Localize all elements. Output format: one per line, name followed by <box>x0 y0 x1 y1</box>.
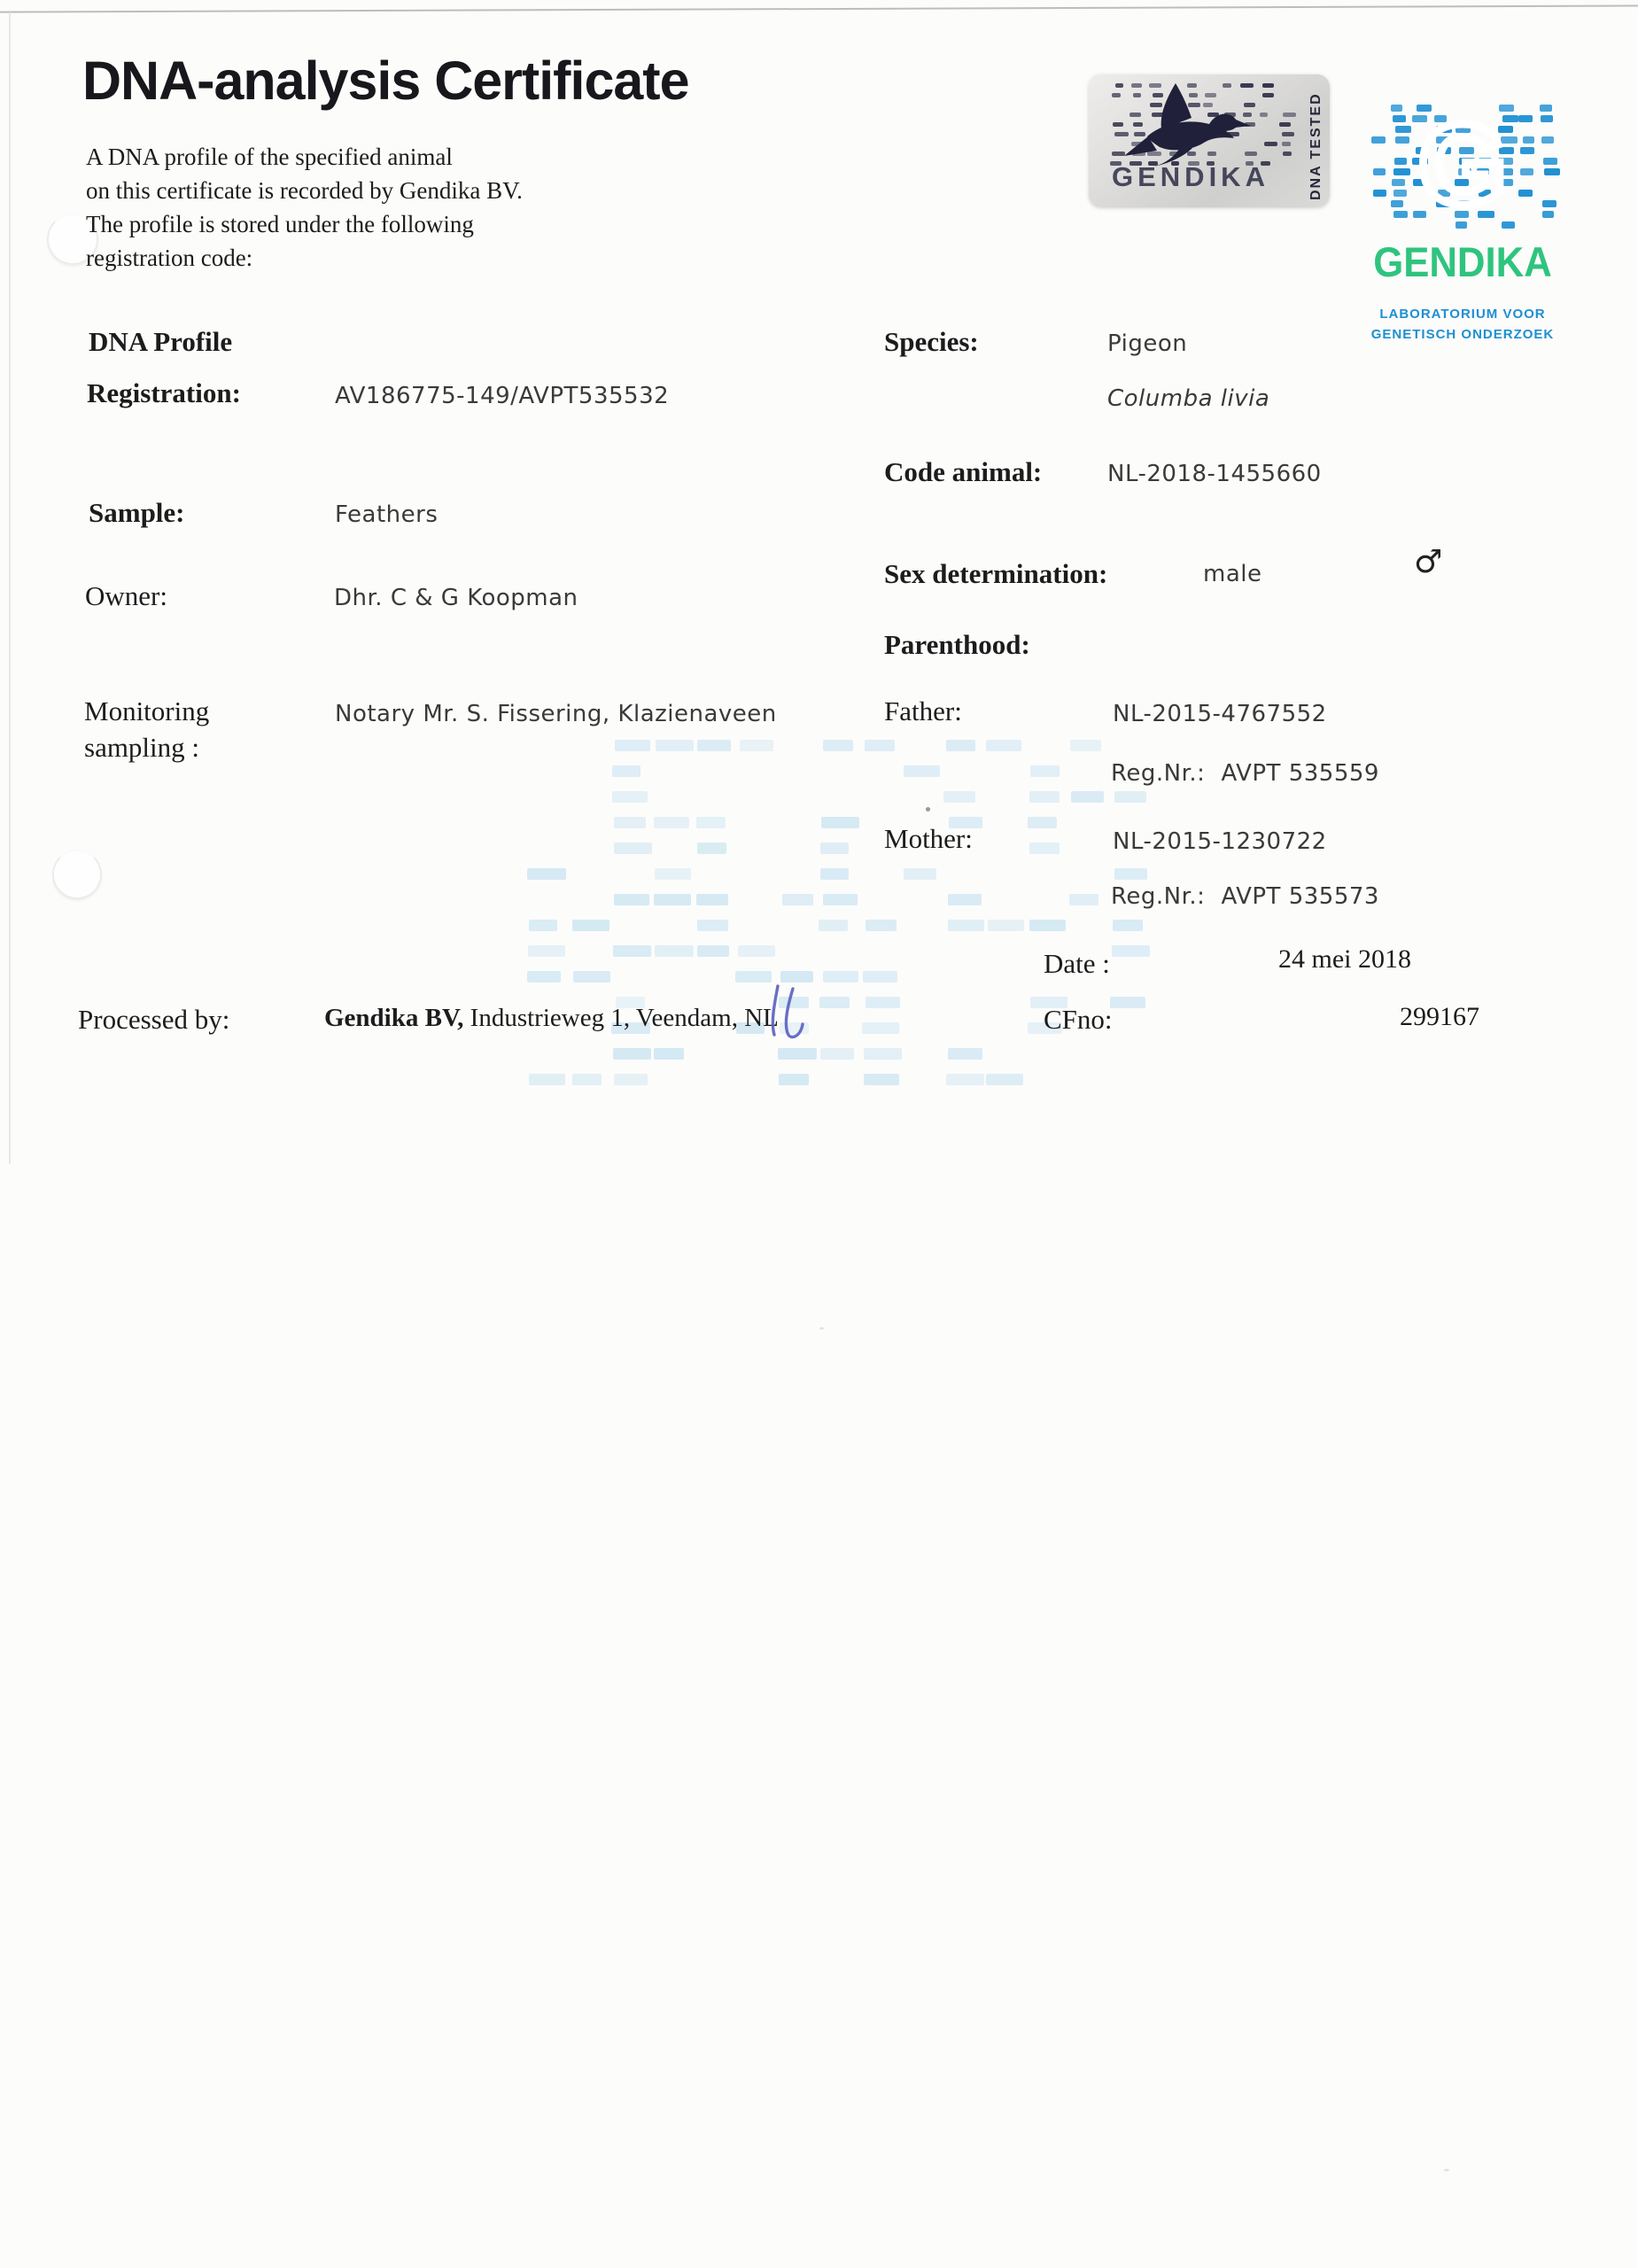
date-value: 24 mei 2018 <box>1278 944 1411 974</box>
father-reg-value: AVPT 535559 <box>1221 760 1379 787</box>
registration-value: AV186775-149/AVPT535532 <box>335 383 670 409</box>
mother-reg-label: Reg.Nr.: <box>1111 883 1206 910</box>
species-label: Species: <box>884 326 979 357</box>
intro-paragraph <box>86 140 523 275</box>
page-title: DNA-analysis Certificate <box>82 50 689 111</box>
processed-by-address: Industrieweg 1, Veendam, NL <box>463 1004 779 1032</box>
sample-label: Sample: <box>89 497 185 528</box>
monitoring-value: Notary Mr. S. Fissering, Klazienaveen <box>335 701 777 727</box>
scan-edge-line <box>0 4 1638 12</box>
intro-line: registration code: <box>86 245 253 271</box>
logo-subtitle-line2: GENETISCH ONDERZOEK <box>1370 327 1555 342</box>
pigeon-icon <box>1121 82 1262 170</box>
gendika-logo-wordmark: GENDIKA <box>1373 238 1552 285</box>
processed-by-label: Processed by: <box>78 1004 230 1035</box>
owner-label: Owner: <box>85 580 167 611</box>
cfno-label: CFno: <box>1044 1004 1113 1035</box>
logo-subtitle-line1: LABORATORIUM VOOR <box>1379 307 1546 322</box>
mother-label: Mother: <box>884 823 973 854</box>
punch-hole-bottom <box>52 850 102 899</box>
species-value: Pigeon <box>1107 330 1188 357</box>
sex-value: male <box>1203 561 1262 587</box>
dna-tested-sticker <box>1089 74 1330 207</box>
sample-value: Feathers <box>335 501 439 528</box>
intro-line: A DNA profile of the specified animal <box>86 144 453 170</box>
cfno-value: 299167 <box>1400 1002 1479 1031</box>
paper-edge-line <box>9 12 11 1164</box>
code-animal-label: Code animal: <box>884 456 1043 487</box>
gendika-logo-g-icon <box>1370 105 1556 224</box>
father-reg-row <box>1111 760 1379 787</box>
dna-profile-heading: DNA Profile <box>89 326 233 357</box>
father-label: Father: <box>884 695 962 726</box>
signature-initials <box>765 983 808 1040</box>
svg-text:G: G <box>1418 105 1507 224</box>
male-symbol-icon: ♂ <box>1414 544 1443 580</box>
monitoring-label-line1: Monitoring <box>84 695 210 726</box>
dna-band-watermark <box>527 740 1130 1090</box>
mother-value: NL-2015-1230722 <box>1113 828 1327 855</box>
intro-line: The profile is stored under the following <box>86 211 474 237</box>
owner-value: Dhr. C & G Koopman <box>334 585 578 611</box>
parenthood-label: Parenthood: <box>884 629 1030 660</box>
dna-tested-label: DNA TESTED <box>1308 92 1324 200</box>
registration-label: Registration: <box>87 377 241 408</box>
sex-determination-label: Sex determination: <box>884 558 1108 589</box>
processed-by-company: Gendika BV, <box>324 1004 464 1032</box>
intro-line: on this certificate is recorded by Gendika BV. <box>86 177 523 204</box>
processed-by-value <box>324 1004 779 1033</box>
mother-reg-row <box>1111 883 1379 910</box>
monitoring-label-line2: sampling : <box>84 732 200 763</box>
father-value: NL-2015-4767552 <box>1113 701 1327 727</box>
father-reg-label: Reg.Nr.: <box>1111 760 1206 787</box>
scan-speck <box>1444 2169 1449 2171</box>
date-label: Date : <box>1044 948 1110 979</box>
sticker-brand-text: GENDIKA <box>1112 161 1269 192</box>
mother-reg-value: AVPT 535573 <box>1221 883 1379 910</box>
scan-speck <box>819 1327 824 1330</box>
code-animal-value: NL-2018-1455660 <box>1107 461 1322 487</box>
species-latin-name: Columba livia <box>1107 385 1270 412</box>
